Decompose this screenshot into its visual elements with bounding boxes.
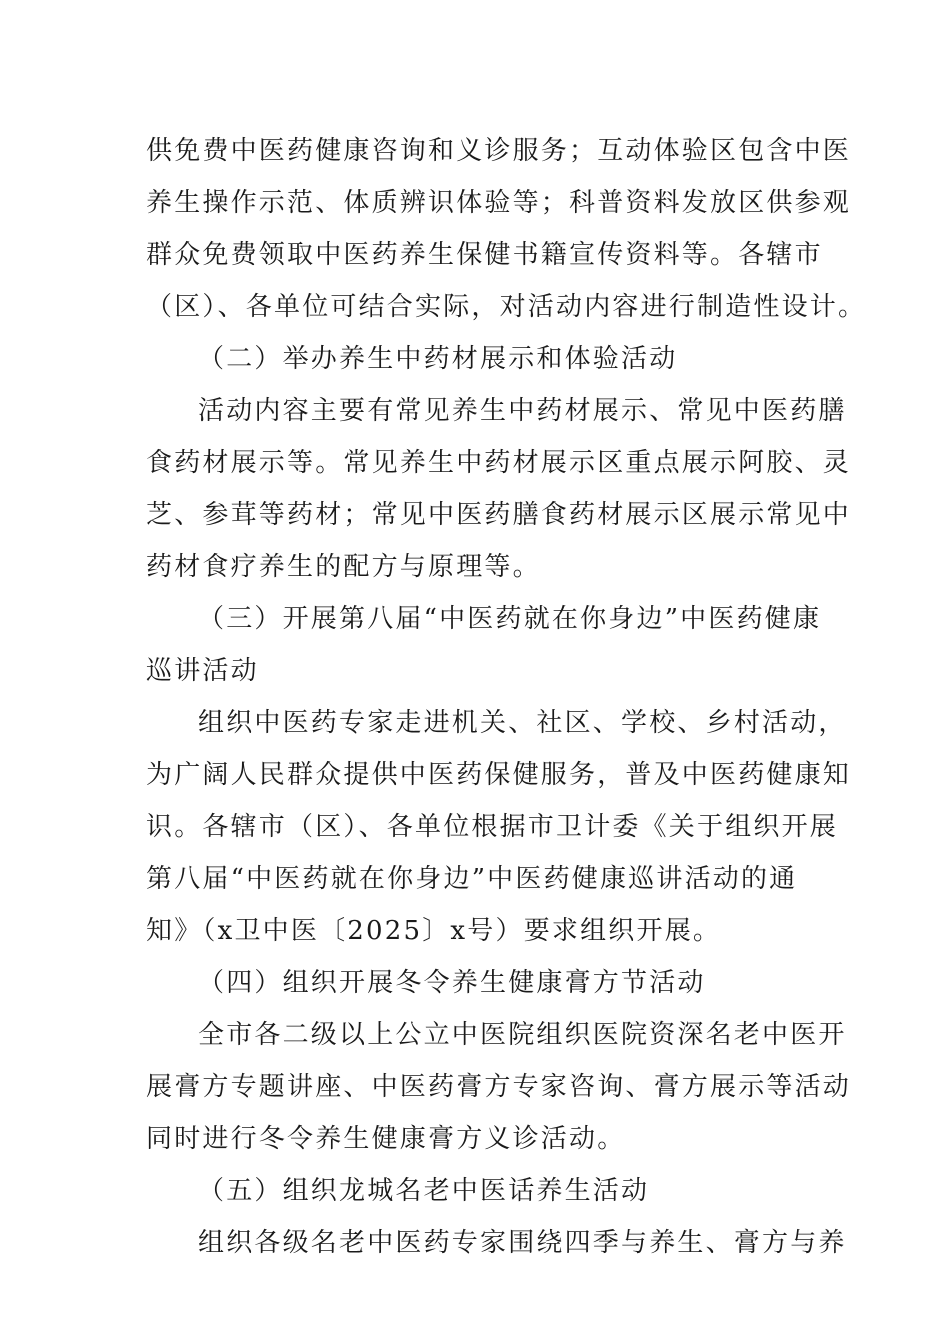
paragraph-line: 养生操作示范、体质辨识体验等；科普资料发放区供参观 — [146, 188, 852, 218]
section-heading-3-continued: 巡讲活动 — [146, 656, 259, 686]
section-heading-5: （五）组织龙城名老中医话养生活动 — [198, 1176, 650, 1206]
paragraph-line: 群众免费领取中医药养生保健书籍宣传资料等。各辖市 — [146, 240, 823, 270]
paragraph-line: 为广阔人民群众提供中医药保健服务，普及中医药健康知 — [146, 760, 852, 790]
paragraph-line: 活动内容主要有常见养生中药材展示、常见中医药膳 — [198, 396, 847, 426]
paragraph-line: 全市各二级以上公立中医院组织医院资深名老中医开 — [198, 1020, 847, 1050]
paragraph-line: 组织中医药专家走进机关、社区、学校、乡村活动， — [198, 708, 847, 738]
paragraph-line: 知》（x卫中医〔2025〕x号）要求组织开展。 — [146, 916, 722, 946]
paragraph-line: 第八届“中医药就在你身边”中医药健康巡讲活动的通 — [146, 864, 798, 894]
paragraph-line: 组织各级名老中医药专家围绕四季与养生、膏方与养 — [198, 1228, 847, 1258]
section-heading-2: （二）举办养生中药材展示和体验活动 — [198, 344, 678, 374]
section-heading-4: （四）组织开展冬令养生健康膏方节活动 — [198, 968, 706, 998]
paragraph-line: 展膏方专题讲座、中医药膏方专家咨询、膏方展示等活动 — [146, 1072, 852, 1102]
paragraph-line: 识。各辖市（区）、各单位根据市卫计委《关于组织开展 — [146, 812, 839, 842]
paragraph-line: 食药材展示等。常见养生中药材展示区重点展示阿胶、灵 — [146, 448, 852, 478]
paragraph-line: 芝、参茸等药材；常见中医药膳食药材展示区展示常见中 — [146, 500, 852, 530]
paragraph-line: 同时进行冬令养生健康膏方义诊活动。 — [146, 1124, 626, 1154]
paragraph-line: 药材食疗养生的配方与原理等。 — [146, 552, 541, 582]
paragraph-line: 供免费中医药健康咨询和义诊服务；互动体验区包含中医 — [146, 136, 852, 166]
paragraph-line: （区）、各单位可结合实际，对活动内容进行制造性设计。 — [146, 292, 867, 322]
section-heading-3: （三）开展第八届“中医药就在你身边”中医药健康 — [198, 604, 822, 634]
